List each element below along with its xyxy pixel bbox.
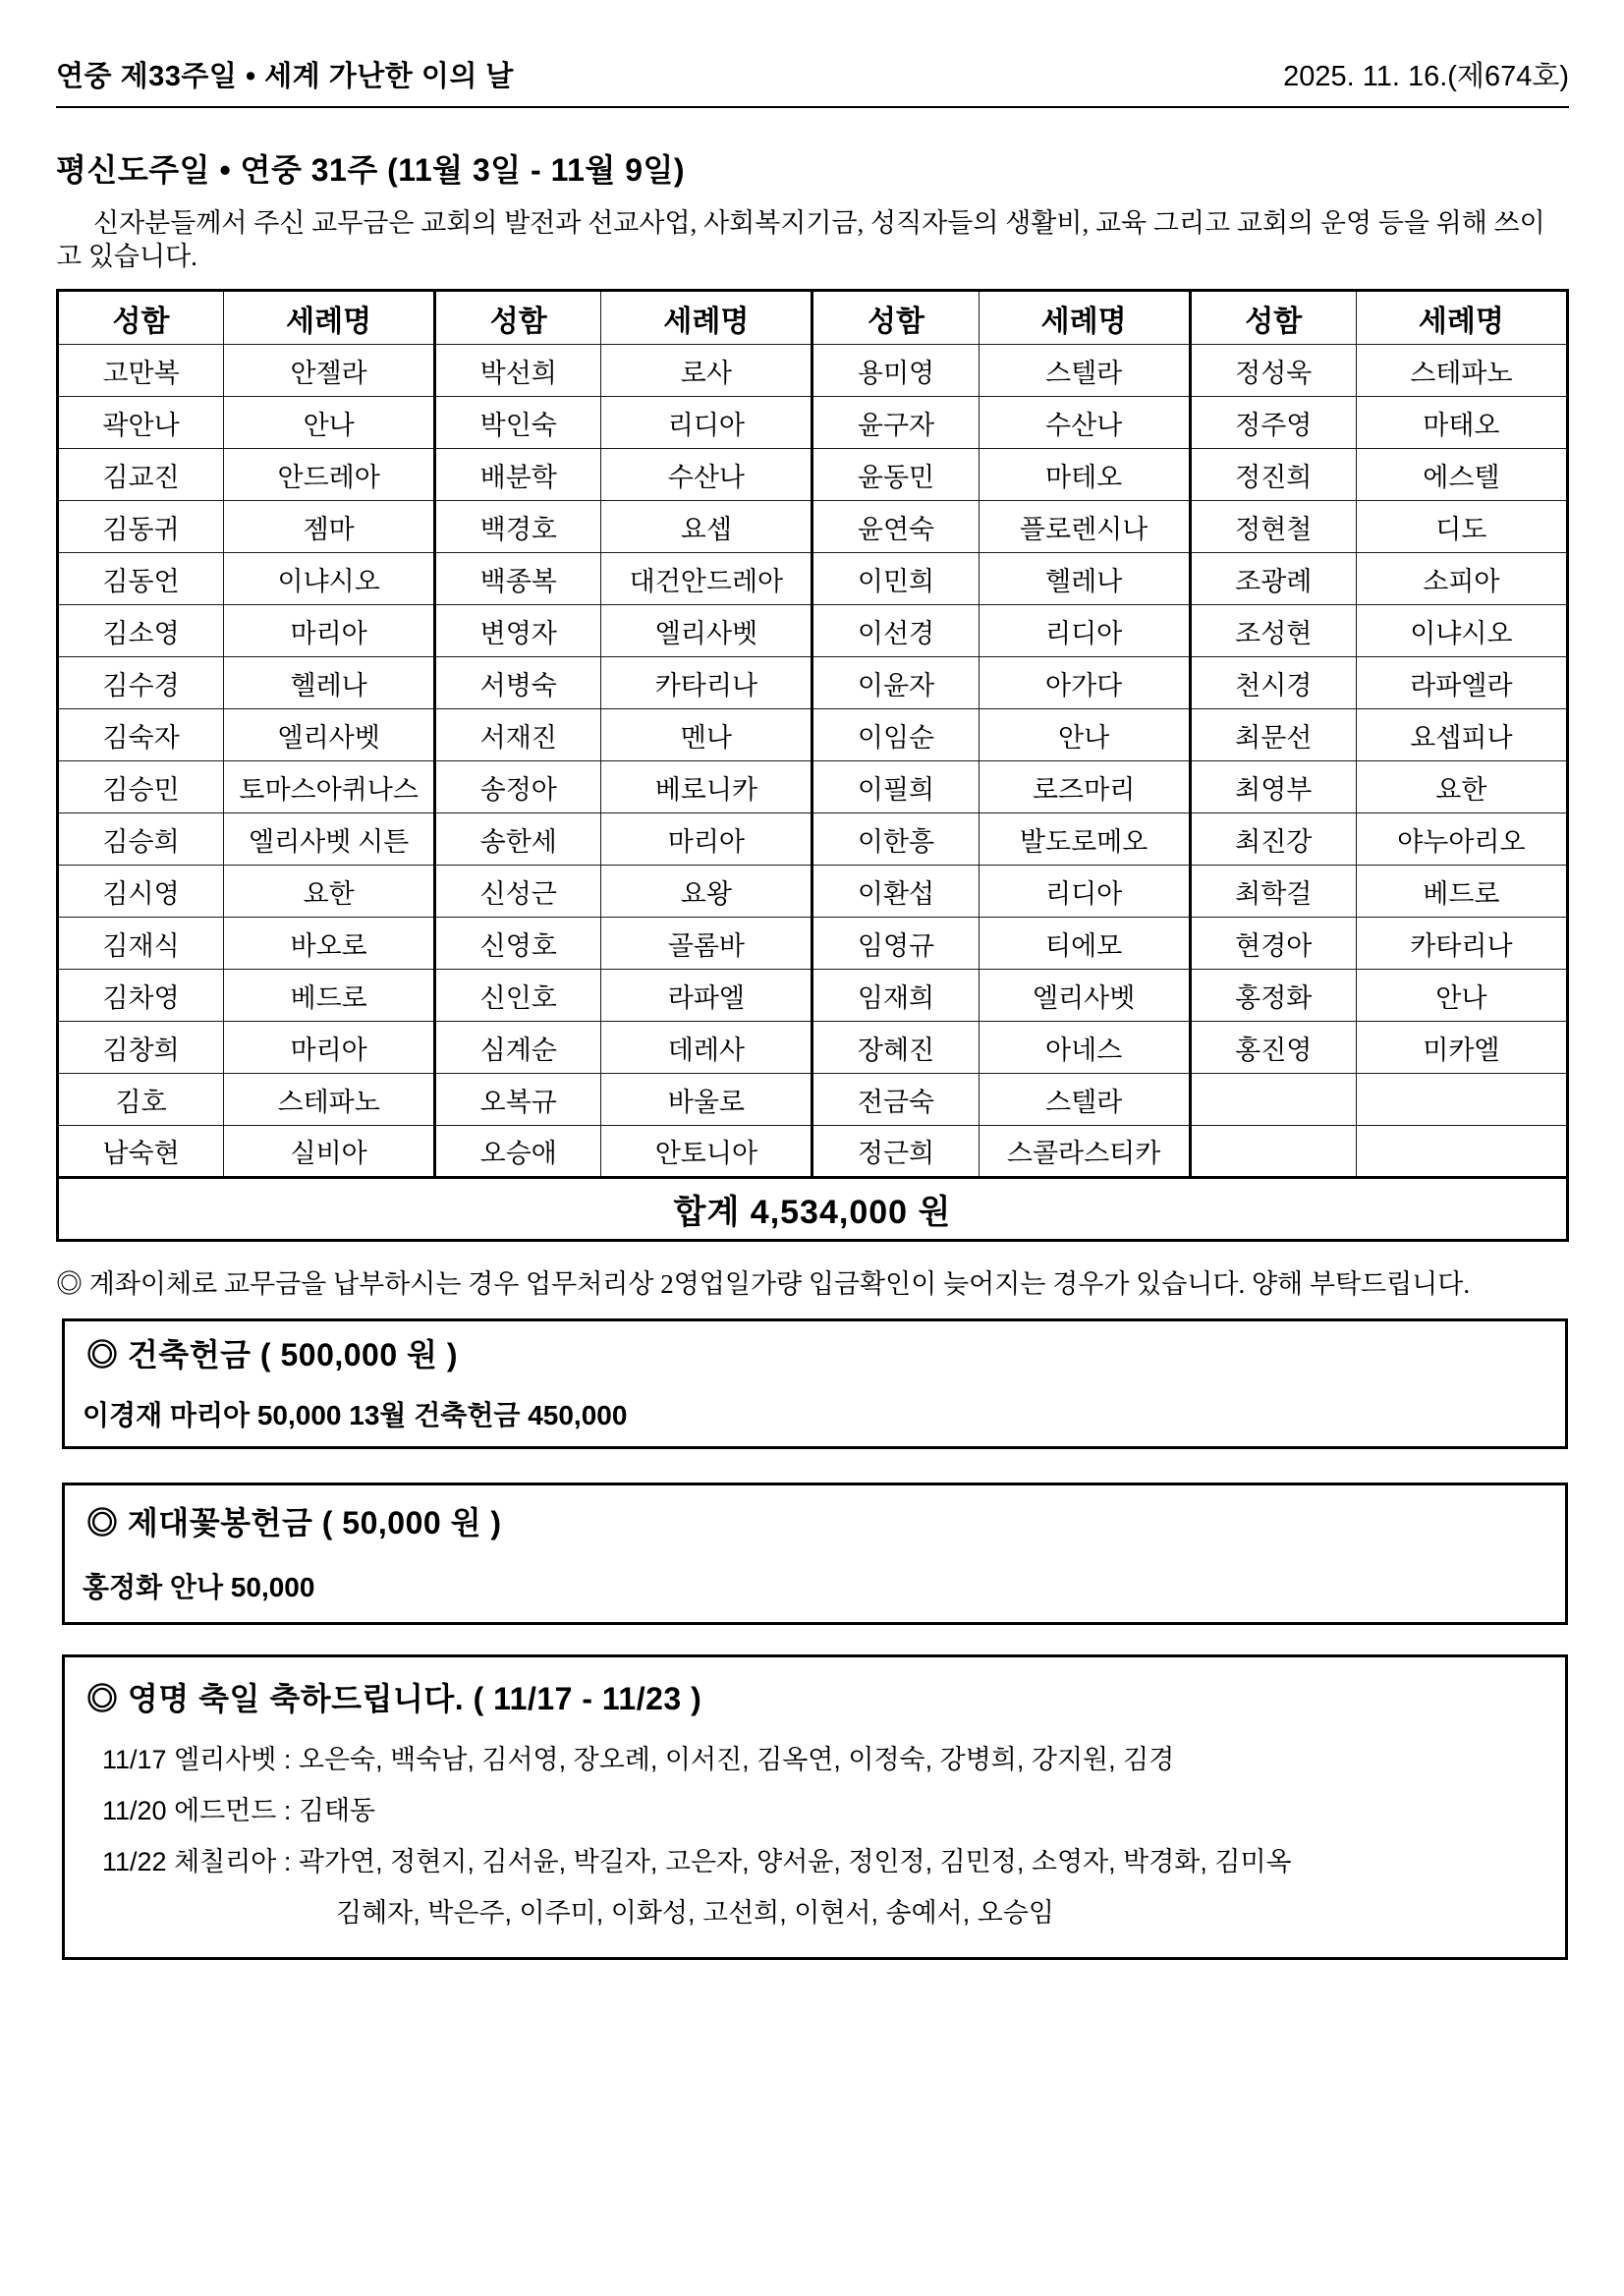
- baptismal-name-cell: 마테오: [979, 449, 1190, 501]
- issue-date: 2025. 11. 16.(제674호): [1283, 61, 1569, 92]
- name-cell: 이필희: [812, 761, 979, 813]
- name-cell: 이한흥: [812, 813, 979, 866]
- bank-transfer-note: ◎ 계좌이체로 교무금을 납부하시는 경우 업무처리상 2영업일가량 입금확인이 늦어지는 경우가 있습니다. 양해 부탁드립니다.: [56, 1269, 1471, 1299]
- table-header-row: [58, 291, 1568, 345]
- header-cell-name: 성함: [58, 291, 224, 345]
- name-cell: 백종복: [435, 553, 601, 605]
- baptismal-name-cell: 엘리사벳: [224, 709, 435, 761]
- name-cell: 오복규: [435, 1074, 601, 1126]
- baptismal-name-cell: 젬마: [224, 501, 435, 553]
- feast-day-line: 11/20 에드먼드 : 김태동: [102, 1796, 376, 1825]
- feast-day-box: [62, 1654, 1568, 1960]
- intro-text: 신자분들께서 주신 교무금은 교회의 발전과 선교사업, 사회복지기금, 성직자들의 생활비, 교육 그리고 교회의 운영 등을 위해 쓰이고 있습니다.: [56, 208, 1545, 271]
- baptismal-name-cell: 라파엘라: [1356, 657, 1567, 709]
- baptismal-name-cell: 안드레아: [224, 449, 435, 501]
- baptismal-name-cell: 로사: [601, 345, 812, 397]
- name-cell: 윤구자: [812, 397, 979, 449]
- baptismal-name-cell: 리디아: [979, 605, 1190, 657]
- baptismal-name-cell: 아가다: [979, 657, 1190, 709]
- name-cell: 김숙자: [58, 709, 224, 761]
- construction-offering-title: ◎ 건축헌금 ( 500,000 원 ): [86, 1337, 458, 1372]
- baptismal-name-cell: 안나: [1356, 970, 1567, 1022]
- baptismal-name-cell: 스텔라: [979, 345, 1190, 397]
- name-cell: 김승민: [58, 761, 224, 813]
- table-row: [58, 605, 1568, 657]
- header-cell-name: 성함: [1190, 291, 1356, 345]
- baptismal-name-cell: 리디아: [979, 866, 1190, 918]
- total-row: [58, 1178, 1568, 1241]
- baptismal-name-cell: 요왕: [601, 866, 812, 918]
- baptismal-name-cell: 라파엘: [601, 970, 812, 1022]
- table-row: [58, 709, 1568, 761]
- header-cell-baptismal: 세례명: [1356, 291, 1567, 345]
- name-cell: 김동언: [58, 553, 224, 605]
- name-cell: 김재식: [58, 918, 224, 970]
- baptismal-name-cell: 요한: [1356, 761, 1567, 813]
- name-cell: 전금숙: [812, 1074, 979, 1126]
- baptismal-name-cell: 수산나: [979, 397, 1190, 449]
- header-cell-baptismal: 세례명: [224, 291, 435, 345]
- table-row: [58, 345, 1568, 397]
- name-cell: 오승애: [435, 1126, 601, 1178]
- name-cell: 김호: [58, 1074, 224, 1126]
- baptismal-name-cell: 베드로: [224, 970, 435, 1022]
- baptismal-name-cell: 헬레나: [224, 657, 435, 709]
- name-cell: 송한세: [435, 813, 601, 866]
- baptismal-name-cell: 베드로: [1356, 866, 1567, 918]
- name-cell: 윤연숙: [812, 501, 979, 553]
- name-cell: 정근희: [812, 1126, 979, 1178]
- name-cell: 용미영: [812, 345, 979, 397]
- header-cell-baptismal: 세례명: [979, 291, 1190, 345]
- baptismal-name-cell: 미카엘: [1356, 1022, 1567, 1074]
- baptismal-name-cell: 요셉피나: [1356, 709, 1567, 761]
- name-cell: 송정아: [435, 761, 601, 813]
- header-cell-name: 성함: [812, 291, 979, 345]
- name-cell: 정성욱: [1190, 345, 1356, 397]
- baptismal-name-cell: 마리아: [601, 813, 812, 866]
- feast-day-title: ◎ 영명 축일 축하드립니다. ( 11/17 - 11/23 ): [86, 1681, 702, 1716]
- altar-flower-offering-box: [62, 1483, 1568, 1625]
- baptismal-name-cell: 이냐시오: [1356, 605, 1567, 657]
- name-cell: 최영부: [1190, 761, 1356, 813]
- table-row: [58, 761, 1568, 813]
- name-cell: 김동귀: [58, 501, 224, 553]
- baptismal-name-cell: 토마스아퀴나스: [224, 761, 435, 813]
- header-cell-name: 성함: [435, 291, 601, 345]
- feast-day-line: 11/17 엘리사벳 : 오은숙, 백숙남, 김서영, 장오례, 이서진, 김옥연, 이정숙, 강병희, 강지원, 김경: [102, 1745, 1175, 1774]
- baptismal-name-cell: 실비아: [224, 1126, 435, 1178]
- name-cell: 정주영: [1190, 397, 1356, 449]
- baptismal-name-cell: 대건안드레아: [601, 553, 812, 605]
- baptismal-name-cell: 야누아리오: [1356, 813, 1567, 866]
- baptismal-name-cell: 스테파노: [1356, 345, 1567, 397]
- name-cell: [1190, 1126, 1356, 1178]
- baptismal-name-cell: 엘리사벳: [979, 970, 1190, 1022]
- name-cell: 현경아: [1190, 918, 1356, 970]
- name-cell: 이선경: [812, 605, 979, 657]
- name-cell: 이임순: [812, 709, 979, 761]
- section-title: 평신도주일 • 연중 31주 (11월 3일 - 11월 9일): [56, 152, 686, 188]
- name-cell: 조성현: [1190, 605, 1356, 657]
- name-cell: 최학걸: [1190, 866, 1356, 918]
- table-row: [58, 866, 1568, 918]
- baptismal-name-cell: 바울로: [601, 1074, 812, 1126]
- baptismal-name-cell: 엘리사벳 시튼: [224, 813, 435, 866]
- name-cell: 신성근: [435, 866, 601, 918]
- name-cell: 이민희: [812, 553, 979, 605]
- baptismal-name-cell: 엘리사벳: [601, 605, 812, 657]
- baptismal-name-cell: 안나: [979, 709, 1190, 761]
- page-header: [56, 0, 1569, 108]
- name-cell: 정진희: [1190, 449, 1356, 501]
- name-cell: 김수경: [58, 657, 224, 709]
- table-row: [58, 501, 1568, 553]
- page-content: [56, 0, 1569, 1960]
- table-row: [58, 970, 1568, 1022]
- table-row: [58, 397, 1568, 449]
- name-cell: 박선희: [435, 345, 601, 397]
- table-row: [58, 553, 1568, 605]
- name-cell: 장혜진: [812, 1022, 979, 1074]
- baptismal-name-cell: 수산나: [601, 449, 812, 501]
- name-cell: 서재진: [435, 709, 601, 761]
- table-row: [58, 449, 1568, 501]
- name-cell: 김교진: [58, 449, 224, 501]
- name-cell: 신영호: [435, 918, 601, 970]
- baptismal-name-cell: [1356, 1074, 1567, 1126]
- baptismal-name-cell: 요셉: [601, 501, 812, 553]
- name-cell: 임재희: [812, 970, 979, 1022]
- baptismal-name-cell: 플로렌시나: [979, 501, 1190, 553]
- name-cell: 윤동민: [812, 449, 979, 501]
- baptismal-name-cell: 헬레나: [979, 553, 1190, 605]
- name-cell: 서병숙: [435, 657, 601, 709]
- construction-offering-line: 이경재 마리아 50,000 13월 건축헌금 450,000: [83, 1400, 628, 1430]
- baptismal-name-cell: 로즈마리: [979, 761, 1190, 813]
- baptismal-name-cell: 이냐시오: [224, 553, 435, 605]
- baptismal-name-cell: 소피아: [1356, 553, 1567, 605]
- offering-table: [56, 289, 1569, 1242]
- name-cell: 남숙현: [58, 1126, 224, 1178]
- baptismal-name-cell: 바오로: [224, 918, 435, 970]
- feast-day-line-continuation: 김혜자, 박은주, 이주미, 이화성, 고선희, 이현서, 송예서, 오승임: [336, 1898, 1054, 1928]
- altar-flower-offering-line: 홍정화 안나 50,000: [83, 1572, 315, 1602]
- baptismal-name-cell: 요한: [224, 866, 435, 918]
- header-cell-baptismal: 세례명: [601, 291, 812, 345]
- name-cell: 정현철: [1190, 501, 1356, 553]
- name-cell: 변영자: [435, 605, 601, 657]
- baptismal-name-cell: 안나: [224, 397, 435, 449]
- name-cell: 심계순: [435, 1022, 601, 1074]
- name-cell: 이윤자: [812, 657, 979, 709]
- name-cell: 김시영: [58, 866, 224, 918]
- name-cell: 박인숙: [435, 397, 601, 449]
- feast-day-lines: [65, 1734, 1565, 1938]
- name-cell: 백경호: [435, 501, 601, 553]
- baptismal-name-cell: 안젤라: [224, 345, 435, 397]
- baptismal-name-cell: 데레사: [601, 1022, 812, 1074]
- name-cell: 고만복: [58, 345, 224, 397]
- name-cell: 임영규: [812, 918, 979, 970]
- name-cell: 김차영: [58, 970, 224, 1022]
- baptismal-name-cell: 마리아: [224, 605, 435, 657]
- baptismal-name-cell: 베로니카: [601, 761, 812, 813]
- offering-table-body: [58, 345, 1568, 1178]
- name-cell: 홍진영: [1190, 1022, 1356, 1074]
- name-cell: 곽안나: [58, 397, 224, 449]
- altar-flower-offering-title: ◎ 제대꽃봉헌금 ( 50,000 원 ): [86, 1505, 502, 1540]
- table-row: [58, 918, 1568, 970]
- baptismal-name-cell: 발도로메오: [979, 813, 1190, 866]
- name-cell: 천시경: [1190, 657, 1356, 709]
- name-cell: 최진강: [1190, 813, 1356, 866]
- name-cell: 최문선: [1190, 709, 1356, 761]
- table-row: [58, 1074, 1568, 1126]
- baptismal-name-cell: 아네스: [979, 1022, 1190, 1074]
- liturgical-week-title: 연중 제33주일 • 세계 가난한 이의 날: [56, 61, 514, 92]
- name-cell: 홍정화: [1190, 970, 1356, 1022]
- baptismal-name-cell: 스텔라: [979, 1074, 1190, 1126]
- baptismal-name-cell: 멘나: [601, 709, 812, 761]
- baptismal-name-cell: [1356, 1126, 1567, 1178]
- name-cell: 신인호: [435, 970, 601, 1022]
- name-cell: 김창희: [58, 1022, 224, 1074]
- baptismal-name-cell: 에스텔: [1356, 449, 1567, 501]
- name-cell: [1190, 1074, 1356, 1126]
- name-cell: 이환섭: [812, 866, 979, 918]
- baptismal-name-cell: 카타리나: [601, 657, 812, 709]
- baptismal-name-cell: 골롬바: [601, 918, 812, 970]
- baptismal-name-cell: 안토니아: [601, 1126, 812, 1178]
- total-amount: 합계 4,534,000 원: [58, 1178, 1568, 1241]
- baptismal-name-cell: 리디아: [601, 397, 812, 449]
- baptismal-name-cell: 티에모: [979, 918, 1190, 970]
- name-cell: 조광례: [1190, 553, 1356, 605]
- name-cell: 김승희: [58, 813, 224, 866]
- baptismal-name-cell: 스테파노: [224, 1074, 435, 1126]
- feast-day-line: 11/22 체칠리아 : 곽가연, 정현지, 김서윤, 박길자, 고은자, 양서윤, 정인정, 김민정, 소영자, 박경화, 김미옥: [102, 1847, 1292, 1876]
- table-row: [58, 657, 1568, 709]
- construction-offering-box: [62, 1318, 1568, 1449]
- baptismal-name-cell: 디도: [1356, 501, 1567, 553]
- baptismal-name-cell: 마리아: [224, 1022, 435, 1074]
- table-row: [58, 1126, 1568, 1178]
- baptismal-name-cell: 마태오: [1356, 397, 1567, 449]
- table-row: [58, 1022, 1568, 1074]
- baptismal-name-cell: 카타리나: [1356, 918, 1567, 970]
- baptismal-name-cell: 스콜라스티카: [979, 1126, 1190, 1178]
- name-cell: 김소영: [58, 605, 224, 657]
- table-row: [58, 813, 1568, 866]
- name-cell: 배분학: [435, 449, 601, 501]
